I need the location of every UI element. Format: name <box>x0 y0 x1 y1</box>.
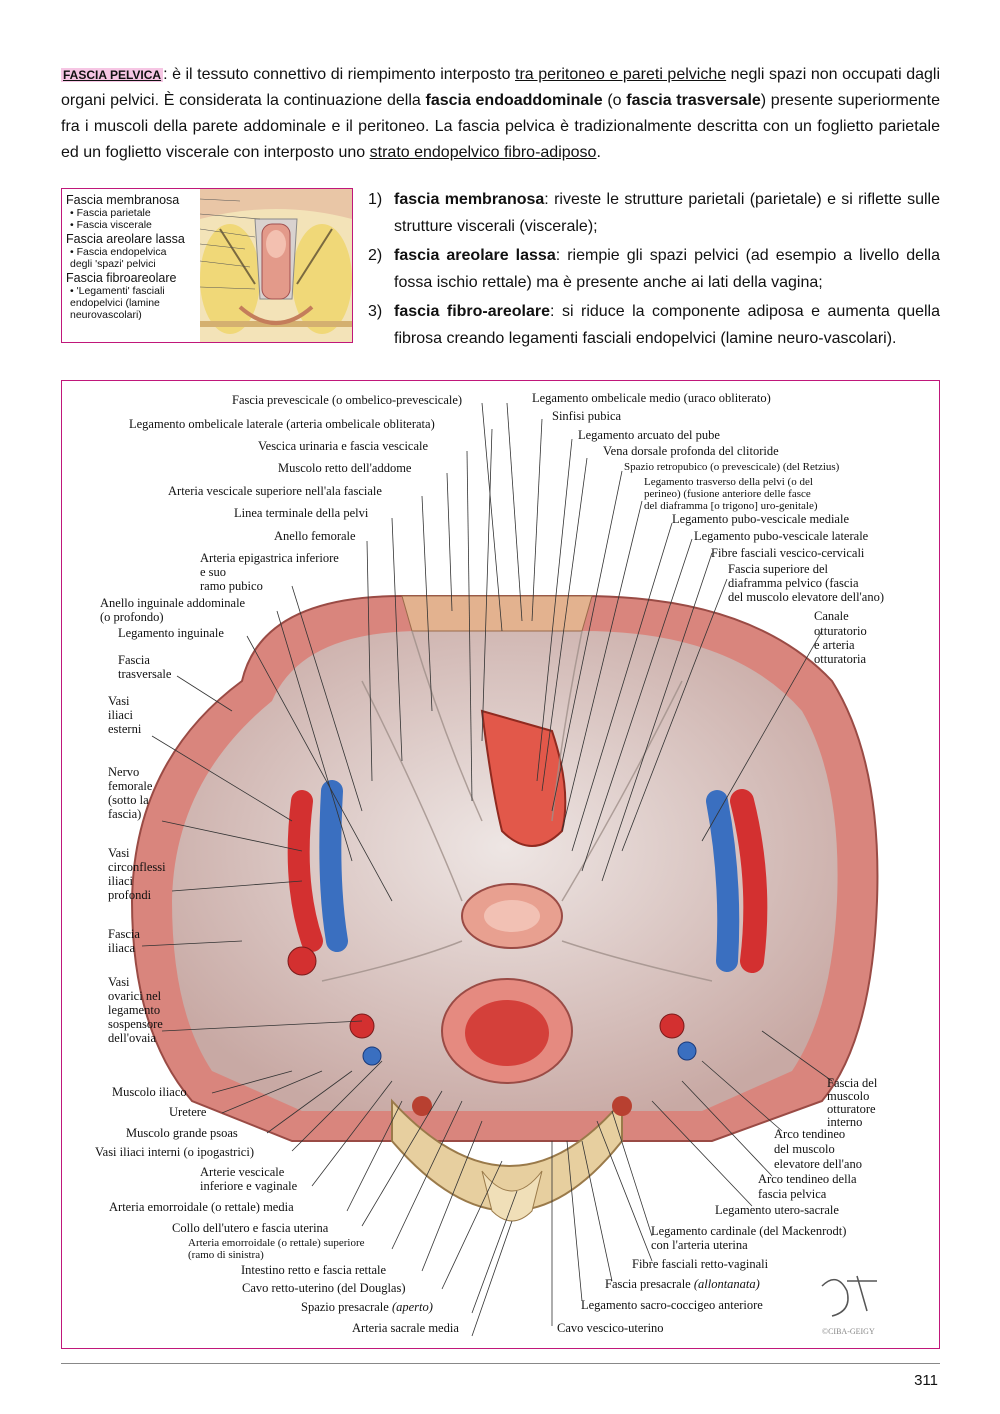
label-anello-inguinale-2: (o profondo) <box>100 610 164 624</box>
label-pubo-vescicale-mediale: Legamento pubo-vescicale mediale <box>672 512 850 526</box>
label-vasi-ovarici-4: sospensore <box>108 1017 163 1031</box>
label-vasi-circonflessi-3: iliaci <box>108 874 133 888</box>
label-fibre-retto-vaginali: Fibre fasciali retto-vaginali <box>632 1257 769 1271</box>
label-arteria-emorroidale-media: Arteria emorroidale (o rettale) media <box>109 1200 294 1214</box>
label-fibre-vescico-cervicali: Fibre fasciali vescico-cervicali <box>711 546 865 560</box>
label-collo-utero: Collo dell'utero e fascia uterina <box>172 1221 329 1235</box>
label-legamento-ombelicale-laterale: Legamento ombelicale laterale (arteria ombelicale obliterata) <box>129 417 435 431</box>
label-legamento-inguinale: Legamento inguinale <box>118 626 224 640</box>
artist-signature <box>822 1276 877 1316</box>
label-spazio-presacrale: Spazio presacrale (aperto) <box>301 1300 433 1314</box>
label-legamento-sacro-coccigeo: Legamento sacro-coccigeo anteriore <box>581 1298 763 1312</box>
label-legamento-cardinale-2: con l'arteria uterina <box>651 1238 748 1252</box>
page-number: 311 <box>914 1372 938 1389</box>
label-nervo-femorale-4: fascia) <box>108 807 142 821</box>
label-fascia-otturatore: Fascia del <box>827 1076 878 1090</box>
label-nervo-femorale-3: (sotto la <box>108 793 149 807</box>
label-vescica-urinaria: Vescica urinaria e fascia vescicale <box>258 439 429 453</box>
label-pubo-vescicale-laterale: Legamento pubo-vescicale laterale <box>694 529 869 543</box>
label-uretere: Uretere <box>169 1105 207 1119</box>
label-fascia-otturatore-3: otturatore <box>827 1102 876 1116</box>
list-item: 1) fascia membranosa: riveste le strutture parietali (parietale) e si riflette sulle strutture viscerali (viscerale); <box>368 191 940 235</box>
label-canale-otturatorio-2: otturatorio <box>814 624 867 638</box>
label-vasi-circonflessi-2: circonflessi <box>108 860 166 874</box>
label-muscolo-iliaco: Muscolo iliaco <box>112 1085 187 1099</box>
footer-divider <box>61 1363 940 1364</box>
label-legamento-utero-sacrale: Legamento utero-sacrale <box>715 1203 839 1217</box>
label-linea-terminale: Linea terminale della pelvi <box>234 506 369 520</box>
label-arterie-vescicale-inferiore: Arterie vescicale <box>200 1165 285 1179</box>
label-arco-tendineo-fascia: Arco tendineo della <box>758 1172 857 1186</box>
label-vasi-ovarici-2: ovarici nel <box>108 989 162 1003</box>
label-vasi-ovarici-5: dell'ovaia <box>108 1031 157 1045</box>
label-muscolo-retto: Muscolo retto dell'addome <box>278 461 412 475</box>
label-intestino-retto: Intestino retto e fascia rettale <box>241 1263 387 1277</box>
label-vasi-ovarici: Vasi <box>108 975 130 989</box>
label-canale-otturatorio-3: e arteria <box>814 638 855 652</box>
label-fascia-otturatore-2: muscolo <box>827 1089 870 1103</box>
thumbnail-anatomy-illustration <box>200 189 352 342</box>
pelvic-fascia-figure <box>61 380 940 1349</box>
fascia-thumbnail-figure <box>61 188 353 343</box>
thumbnail-labels: Fascia membranosa • Fascia parietale • Fascia viscerale Fascia areolare lassa • Fascia endopelvica degli 'spazi' pelvici Fascia fibroareolare • 'Legamenti' fasciali endopelvici (lamine neurovascolari) <box>66 193 185 321</box>
label-canale-otturatorio-4: otturatoria <box>814 652 867 666</box>
label-legamento-trasverso-3: del diaframma [o trigono] uro-genitale) <box>644 500 818 512</box>
label-fascia-iliaca-2: iliaca <box>108 941 136 955</box>
label-arteria-vescicale-superiore: Arteria vescicale superiore nell'ala fasciale <box>168 484 382 498</box>
label-vasi-iliaci-interni: Vasi iliaci interni (o ipogastrici) <box>95 1145 254 1159</box>
label-fascia-iliaca: Fascia <box>108 927 140 941</box>
label-sinfisi-pubica: Sinfisi pubica <box>552 409 622 423</box>
label-vasi-iliaci-esterni-2: iliaci <box>108 708 133 722</box>
intro-paragraph: FASCIA PELVICA : è il tessuto connettivo di riempimento interposto tra peritoneo e pareti pelviche negli spazi non occupati dagli organi pelvici. È considerata la continuazione della fascia endoaddominale (o fascia trasversale) presente superiormente fra i muscoli della parete addominale e il peritoneo. La fascia pelvica è tradizionalmente descritta con un foglietto parietale ed un foglietto viscerale con interposto uno strato endopelvico fibro-adiposo. <box>61 66 941 161</box>
label-arterie-vescicale-inferiore-2: inferiore e vaginale <box>200 1179 298 1193</box>
label-vasi-ovarici-3: legamento <box>108 1003 161 1017</box>
label-fascia-prevescicale: Fascia prevescicale (o ombelico-prevescicale) <box>232 393 463 407</box>
label-fascia-superiore-diaframma: Fascia superiore del <box>728 562 828 576</box>
label-spazio-retropubico: Spazio retropubico (o prevescicale) (del Retzius) <box>624 461 840 473</box>
label-cavo-retto-uterino: Cavo retto-uterino (del Douglas) <box>242 1281 406 1295</box>
label-cavo-vescico-uterino: Cavo vescico-uterino <box>557 1321 664 1335</box>
label-anello-inguinale: Anello inguinale addominale <box>100 596 246 610</box>
label-arteria-emorroidale-superiore-2: (ramo di sinistra) <box>188 1249 264 1261</box>
label-fascia-otturatore-4: interno <box>827 1115 863 1129</box>
label-arteria-epigastrica-3: ramo pubico <box>200 579 263 593</box>
fascia-types-list <box>368 186 940 354</box>
label-vasi-circonflessi-4: profondi <box>108 888 152 902</box>
list-item: 3) fascia fibro-areolare: si riduce la componente adiposa e aumenta quella fibrosa creando legamenti fasciali endopelvici (lamine neuro-vascolari). <box>368 303 941 347</box>
label-arteria-epigastrica-2: e suo <box>200 565 227 579</box>
label-arco-tendineo-elevatore-3: elevatore dell'ano <box>774 1157 862 1171</box>
label-arco-tendineo-elevatore-2: del muscolo <box>774 1142 835 1156</box>
label-vasi-iliaci-esterni-3: esterni <box>108 722 142 736</box>
list-item: 2) fascia areolare lassa: riempie gli spazi pelvici (ad esempio a livello della fossa ischio rettale) ma è presente anche ai lati della vagina; <box>368 247 941 291</box>
label-legamento-ombelicale-medio: Legamento ombelicale medio (uraco obliterato) <box>532 391 771 405</box>
label-vasi-circonflessi: Vasi <box>108 846 130 860</box>
copyright-stamp: ©CIBA-GEIGY <box>822 1327 875 1336</box>
label-arteria-emorroidale-superiore: Arteria emorroidale (o rettale) superiore <box>188 1237 365 1249</box>
label-legamento-trasverso: Legamento trasverso della pelvi (o del <box>644 476 813 488</box>
label-arco-tendineo-elevatore: Arco tendineo <box>774 1127 846 1141</box>
label-muscolo-psoas: Muscolo grande psoas <box>126 1126 238 1140</box>
label-vena-dorsale: Vena dorsale profonda del clitoride <box>603 444 779 458</box>
label-legamento-trasverso-2: perineo) (fusione anteriore delle fasce <box>644 488 811 500</box>
label-nervo-femorale: Nervo <box>108 765 140 779</box>
label-fascia-trasversale: Fascia <box>118 653 150 667</box>
label-legamento-cardinale: Legamento cardinale (del Mackenrodt) <box>651 1224 847 1238</box>
label-vasi-iliaci-esterni: Vasi <box>108 694 130 708</box>
label-arteria-sacrale-media: Arteria sacrale media <box>352 1321 459 1335</box>
label-canale-otturatorio: Canale <box>814 609 849 623</box>
label-arteria-epigastrica: Arteria epigastrica inferiore <box>200 551 339 565</box>
label-arco-tendineo-fascia-2: fascia pelvica <box>758 1187 827 1201</box>
label-nervo-femorale-2: femorale <box>108 779 153 793</box>
term-fascia-pelvica: FASCIA PELVICA <box>63 68 162 82</box>
label-anello-femorale: Anello femorale <box>274 529 356 543</box>
label-fascia-superiore-diaframma-3: del muscolo elevatore dell'ano) <box>728 590 885 604</box>
label-legamento-arcuato: Legamento arcuato del pube <box>578 428 720 442</box>
label-fascia-trasversale-2: trasversale <box>118 667 172 681</box>
label-fascia-presacrale: Fascia presacrale (allontanata) <box>605 1277 760 1291</box>
label-fascia-superiore-diaframma-2: diaframma pelvico (fascia <box>728 576 859 590</box>
